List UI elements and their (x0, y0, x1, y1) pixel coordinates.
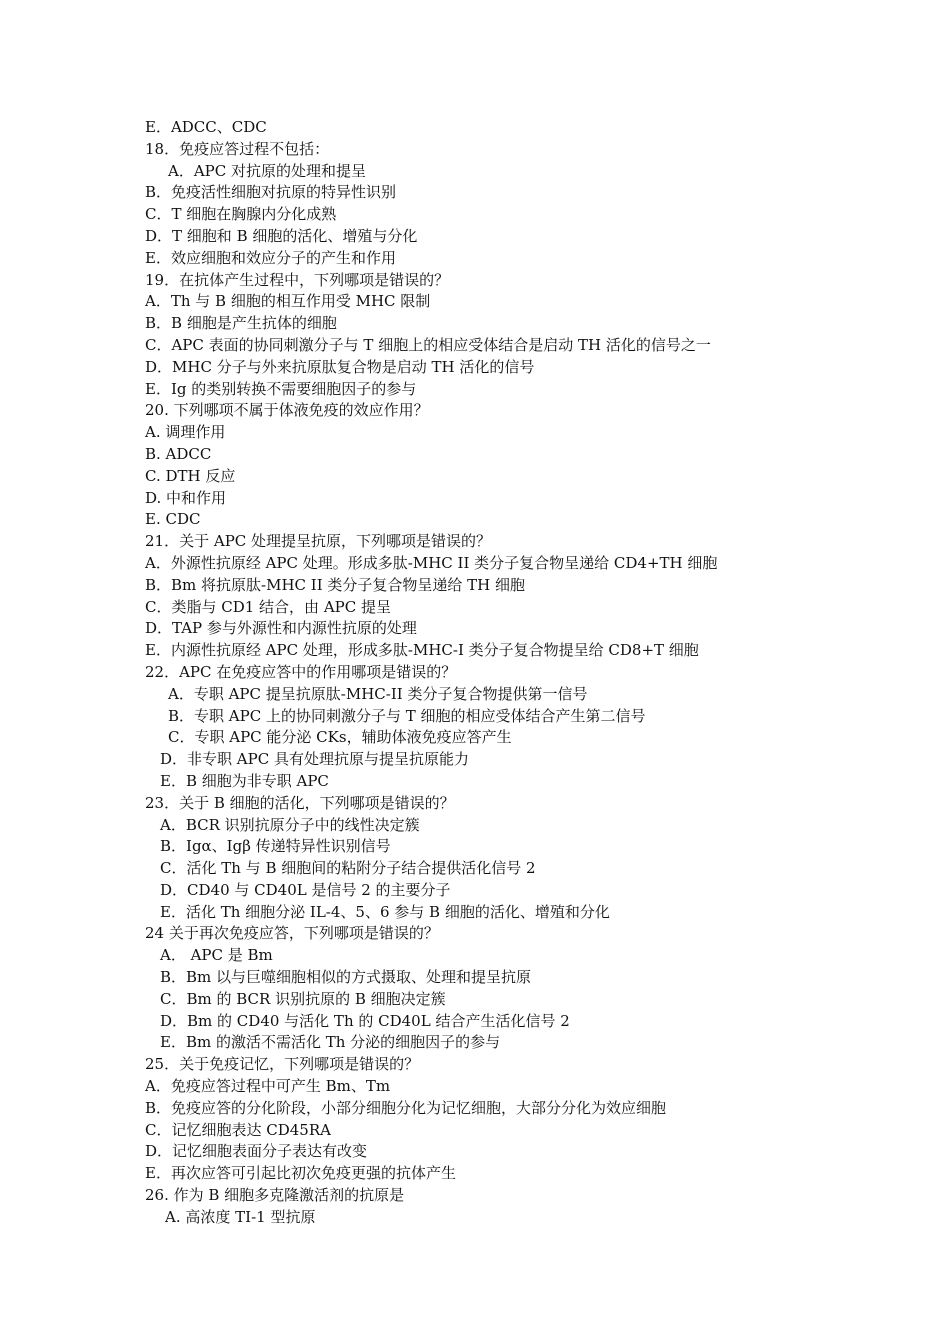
text-line: A．外源性抗原经 APC 处理。形成多肽-MHC II 类分子复合物呈递给 CD4+TH 细胞 (145, 553, 718, 572)
text-line: E．ADCC、CDC (145, 118, 267, 136)
text-line: 22．APC 在免疫应答中的作用哪项是错误的？ (145, 662, 457, 681)
text-line: A. 调理作用 (145, 423, 226, 442)
text-line: E．B 细胞为非专职 APC (160, 771, 329, 790)
text-line: E．Ig 的类别转换不需要细胞因子的参与 (145, 379, 417, 398)
text-line: 26. 作为 B 细胞多克隆激活剂的抗原是 (145, 1186, 405, 1205)
text-line: E. CDC (145, 510, 201, 529)
text-line: D．TAP 参与外源性和内源性抗原的处理 (145, 619, 417, 638)
text-line: C．T 细胞在胸腺内分化成熟 (145, 205, 337, 224)
text-line: A． APC 是 Bm (160, 946, 273, 965)
text-line: C．活化 Th 与 B 细胞间的粘附分子结合提供活化信号 2 (160, 859, 536, 878)
text-line: C．类脂与 CD1 结合，由 APC 提呈 (145, 597, 391, 616)
text-line: B．Bm 以与巨噬细胞相似的方式摄取、处理和提呈抗原 (160, 968, 532, 987)
text-line: A．Th 与 B 细胞的相互作用受 MHC 限制 (145, 292, 431, 311)
text-line: 24 关于再次免疫应答，下列哪项是错误的？ (145, 924, 439, 943)
text-line: D. 中和作用 (145, 488, 227, 507)
text-line: B．Bm 将抗原肽-MHC II 类分子复合物呈递给 TH 细胞 (145, 575, 526, 594)
text-line: 23．关于 B 细胞的活化，下列哪项是错误的？ (145, 793, 455, 812)
text-line: B．Igα、Igβ 传递特异性识别信号 (160, 837, 391, 856)
text-line: E．内源性抗原经 APC 处理，形成多肽-MHC-I 类分子复合物提呈给 CD8+T 细胞 (145, 641, 699, 660)
text-line: C．记忆细胞表达 CD45RA (145, 1120, 331, 1139)
text-line: B．B 细胞是产生抗体的细胞 (145, 314, 337, 333)
text-line: E．Bm 的激活不需活化 Th 分泌的细胞因子的参与 (160, 1033, 501, 1052)
text-line: D．MHC 分子与外来抗原肽复合物是启动 TH 活化的信号 (145, 357, 535, 376)
text-line: A．专职 APC 提呈抗原肽-MHC-II 类分子复合物提供第一信号 (168, 684, 588, 703)
text-line: D．记忆细胞表面分子表达有改变 (145, 1142, 368, 1161)
text-line: E．再次应答可引起比初次免疫更强的抗体产生 (145, 1164, 456, 1183)
text-line: B．免疫应答的分化阶段，小部分细胞分化为记忆细胞，大部分分化为效应细胞 (145, 1098, 667, 1117)
text-line: C. DTH 反应 (145, 466, 236, 485)
text-line: 25．关于免疫记忆，下列哪项是错误的？ (145, 1055, 420, 1074)
text-line: A．BCR 识别抗原分子中的线性决定簇 (160, 815, 420, 834)
text-line: D．CD40 与 CD40L 是信号 2 的主要分子 (160, 880, 451, 899)
text-line: 19．在抗体产生过程中，下列哪项是错误的？ (145, 270, 450, 289)
text-line: B．免疫活性细胞对抗原的特异性识别 (145, 183, 397, 202)
text-line: D．非专职 APC 具有处理抗原与提呈抗原能力 (160, 750, 469, 769)
text-line: 20. 下列哪项不属于体液免疫的效应作用？ (145, 401, 429, 420)
document-page (0, 117, 950, 1229)
text-line: 18．免疫应答过程不包括： (145, 139, 330, 158)
text-line: C．专职 APC 能分泌 CKs，辅助体液免疫应答产生 (168, 728, 512, 747)
text-line: A. 高浓度 TI-1 型抗原 (165, 1207, 316, 1226)
text-line: A．免疫应答过程中可产生 Bm、Tm (145, 1077, 391, 1096)
text-line: C．APC 表面的协同刺激分子与 T 细胞上的相应受体结合是启动 TH 活化的信号之一 (145, 335, 711, 354)
text-line: E．效应细胞和效应分子的产生和作用 (145, 248, 396, 267)
text-line: D．T 细胞和 B 细胞的活化、增殖与分化 (145, 226, 418, 245)
text-line: B. ADCC (145, 444, 212, 463)
text-line: 21．关于 APC 处理提呈抗原，下列哪项是错误的？ (145, 532, 492, 551)
text-line: B．专职 APC 上的协同刺激分子与 T 细胞的相应受体结合产生第二信号 (168, 706, 646, 725)
text-line: A．APC 对抗原的处理和提呈 (168, 161, 367, 180)
text-line: C．Bm 的 BCR 识别抗原的 B 细胞决定簇 (160, 989, 446, 1008)
text-line: D．Bm 的 CD40 与活化 Th 的 CD40L 结合产生活化信号 2 (160, 1011, 570, 1030)
text-line: E．活化 Th 细胞分泌 IL-4、5、6 参与 B 细胞的活化、增殖和分化 (160, 902, 610, 921)
